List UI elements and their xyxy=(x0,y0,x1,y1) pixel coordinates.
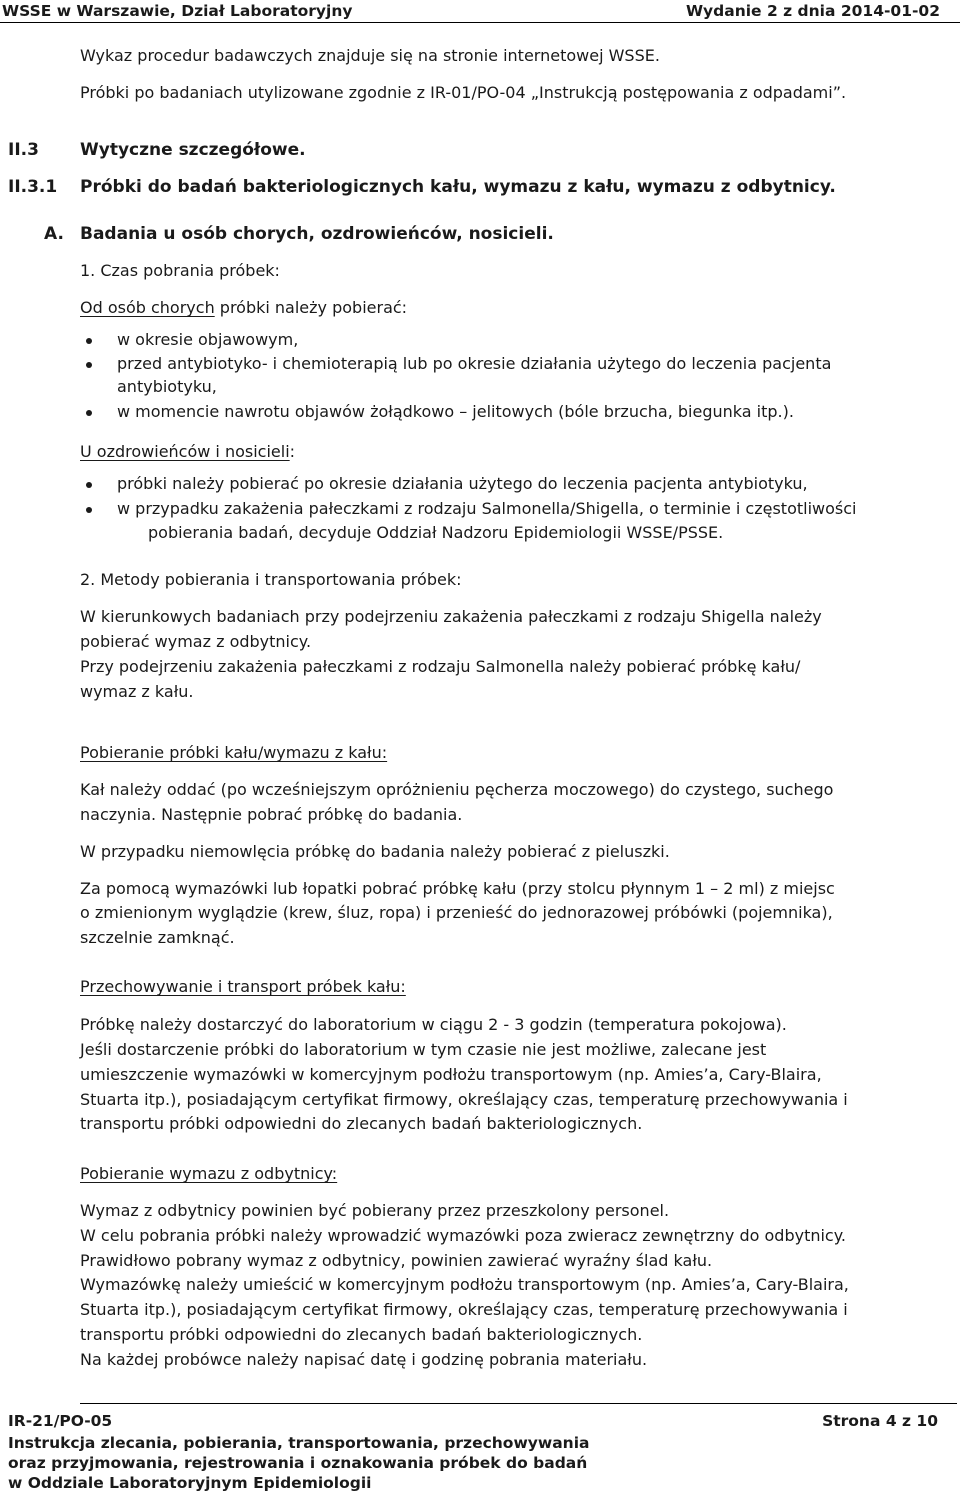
paragraph-line: Za pomocą wymazówki lub łopatki pobrać próbkę kału (przy stolcu płynnym 1 – 2 ml) z miejsc xyxy=(80,879,835,898)
paragraph-line: W celu pobrania próbki należy wprowadzić wymazówki poza zwieracz zewnętrzny do odbytnicy. xyxy=(80,1226,846,1245)
paragraph-line: naczynia. Następnie pobrać próbkę do badania. xyxy=(80,805,463,824)
footer-title-line: w Oddziale Laboratoryjnym Epidemiologii xyxy=(8,1474,372,1492)
footer-document-code: IR-21/PO-05 xyxy=(8,1412,113,1430)
section-title: Próbki do badań bakteriologicznych kału, wymazu z kału, wymazu z odbytnicy. xyxy=(80,177,836,197)
footer-page-number: Strona 4 z 10 xyxy=(822,1412,938,1430)
sick-label: Od osób chorych xyxy=(80,298,215,317)
section-title: Wytyczne szczegółowe. xyxy=(80,140,306,160)
paragraph-line: Prawidłowo pobrany wymaz z odbytnicy, powinien zawierać wyraźny ślad kału. xyxy=(80,1251,713,1270)
paragraph-line: Stuarta itp.), posiadającym certyfikat firmowy, określający czas, temperaturę przechowywania i xyxy=(80,1090,848,1109)
footer-divider xyxy=(80,1403,957,1404)
bullet-item-continuation: antybiotyku, xyxy=(117,377,217,396)
paragraph-line: Kał należy oddać (po wcześniejszym opróżnieniu pęcherza moczowego) do czystego, suchego xyxy=(80,780,834,799)
subheading: Pobieranie wymazu z odbytnicy: xyxy=(80,1164,338,1183)
bullet-item: w przypadku zakażenia pałeczkami z rodzaju Salmonella/Shigella, o terminie i częstotliwości xyxy=(117,497,856,521)
paragraph-line: Stuarta itp.), posiadającym certyfikat firmowy, określający czas, temperaturę przechowywania i xyxy=(80,1300,848,1319)
carrier-intro: U ozdrowieńców i nosicieli: xyxy=(80,442,296,461)
item-heading: 1. Czas pobrania próbek: xyxy=(80,261,280,280)
intro-line: Próbki po badaniach utylizowane zgodnie z IR-01/PO-04 „Instrukcją postępowania z odpadami”. xyxy=(80,83,847,102)
subheading: Przechowywanie i transport próbek kału: xyxy=(80,977,406,996)
paragraph-line: transportu próbki odpowiedni do zlecanych badań bakteriologicznych. xyxy=(80,1114,643,1133)
paragraph-line: W kierunkowych badaniach przy podejrzeniu zakażenia pałeczkami z rodzaju Shigella należy xyxy=(80,607,822,626)
bullet-item-continuation: pobierania badań, decyduje Oddział Nadzoru Epidemiologii WSSE/PSSE. xyxy=(148,523,724,542)
sick-intro: Od osób chorych próbki należy pobierać: xyxy=(80,298,408,317)
bullet-item: próbki należy pobierać po okresie działania użytego do leczenia pacjenta antybiotyku, xyxy=(117,472,808,496)
header-edition: Wydanie 2 z dnia 2014-01-02 xyxy=(685,2,940,20)
bullet-item: w okresie objawowym, xyxy=(117,328,298,352)
paragraph-line: Jeśli dostarczenie próbki do laboratorium w tym czasie nie jest możliwe, zalecane jest xyxy=(80,1040,767,1059)
paragraph-line: W przypadku niemowlęcia próbkę do badania należy pobierać z pieluszki. xyxy=(80,842,670,861)
section-number: II.3 xyxy=(8,140,39,160)
paragraph-line: pobierać wymaz z odbytnicy. xyxy=(80,632,312,651)
paragraph-line: Wymazówkę należy umieścić w komercyjnym podłożu transportowym (np. Amies’a, Cary-Blaira, xyxy=(80,1275,849,1294)
carrier-label: U ozdrowieńców i nosicieli xyxy=(80,442,290,461)
paragraph-line: Wymaz z odbytnicy powinien być pobierany przez przeszkolony personel. xyxy=(80,1201,670,1220)
subsection-letter: A. xyxy=(44,224,64,244)
paragraph-line: Na każdej probówce należy napisać datę i godzinę pobrania materiału. xyxy=(80,1350,648,1369)
paragraph-line: transportu próbki odpowiedni do zlecanych badań bakteriologicznych. xyxy=(80,1325,643,1344)
header-organization: WSSE w Warszawie, Dział Laboratoryjny xyxy=(2,2,353,20)
footer-title-line: oraz przyjmowania, rejestrowania i oznakowania próbek do badań xyxy=(8,1454,588,1472)
intro-line: Wykaz procedur badawczych znajduje się na stronie internetowej WSSE. xyxy=(80,46,660,65)
paragraph-line: o zmienionym wyglądzie (krew, śluz, ropa) i przenieść do jednorazowej próbówki (pojemnika), xyxy=(80,903,833,922)
page-header xyxy=(0,0,960,23)
bullet-item: przed antybiotyko- i chemioterapią lub po okresie działania użytego do leczenia pacjenta xyxy=(117,352,831,376)
paragraph-line: Przy podejrzeniu zakażenia pałeczkami z rodzaju Salmonella należy pobierać próbkę kału/ xyxy=(80,657,801,676)
paragraph-line: umieszczenie wymazówki w komercyjnym podłożu transportowym (np. Amies’a, Cary-Blaira, xyxy=(80,1065,822,1084)
subsection-title: Badania u osób chorych, ozdrowieńców, nosicieli. xyxy=(80,224,554,244)
paragraph-line: szczelnie zamknąć. xyxy=(80,928,235,947)
paragraph-line: wymaz z kału. xyxy=(80,682,194,701)
bullet-item: w momencie nawrotu objawów żołądkowo – jelitowych (bóle brzucha, biegunka itp.). xyxy=(117,400,794,424)
section-number: II.3.1 xyxy=(8,177,58,197)
subheading: Pobieranie próbki kału/wymazu z kału: xyxy=(80,743,388,762)
footer-title-line: Instrukcja zlecania, pobierania, transportowania, przechowywania xyxy=(8,1434,590,1452)
paragraph-line: Próbkę należy dostarczyć do laboratorium w ciągu 2 - 3 godzin (temperatura pokojowa). xyxy=(80,1015,787,1034)
item-heading: 2. Metody pobierania i transportowania próbek: xyxy=(80,570,462,589)
